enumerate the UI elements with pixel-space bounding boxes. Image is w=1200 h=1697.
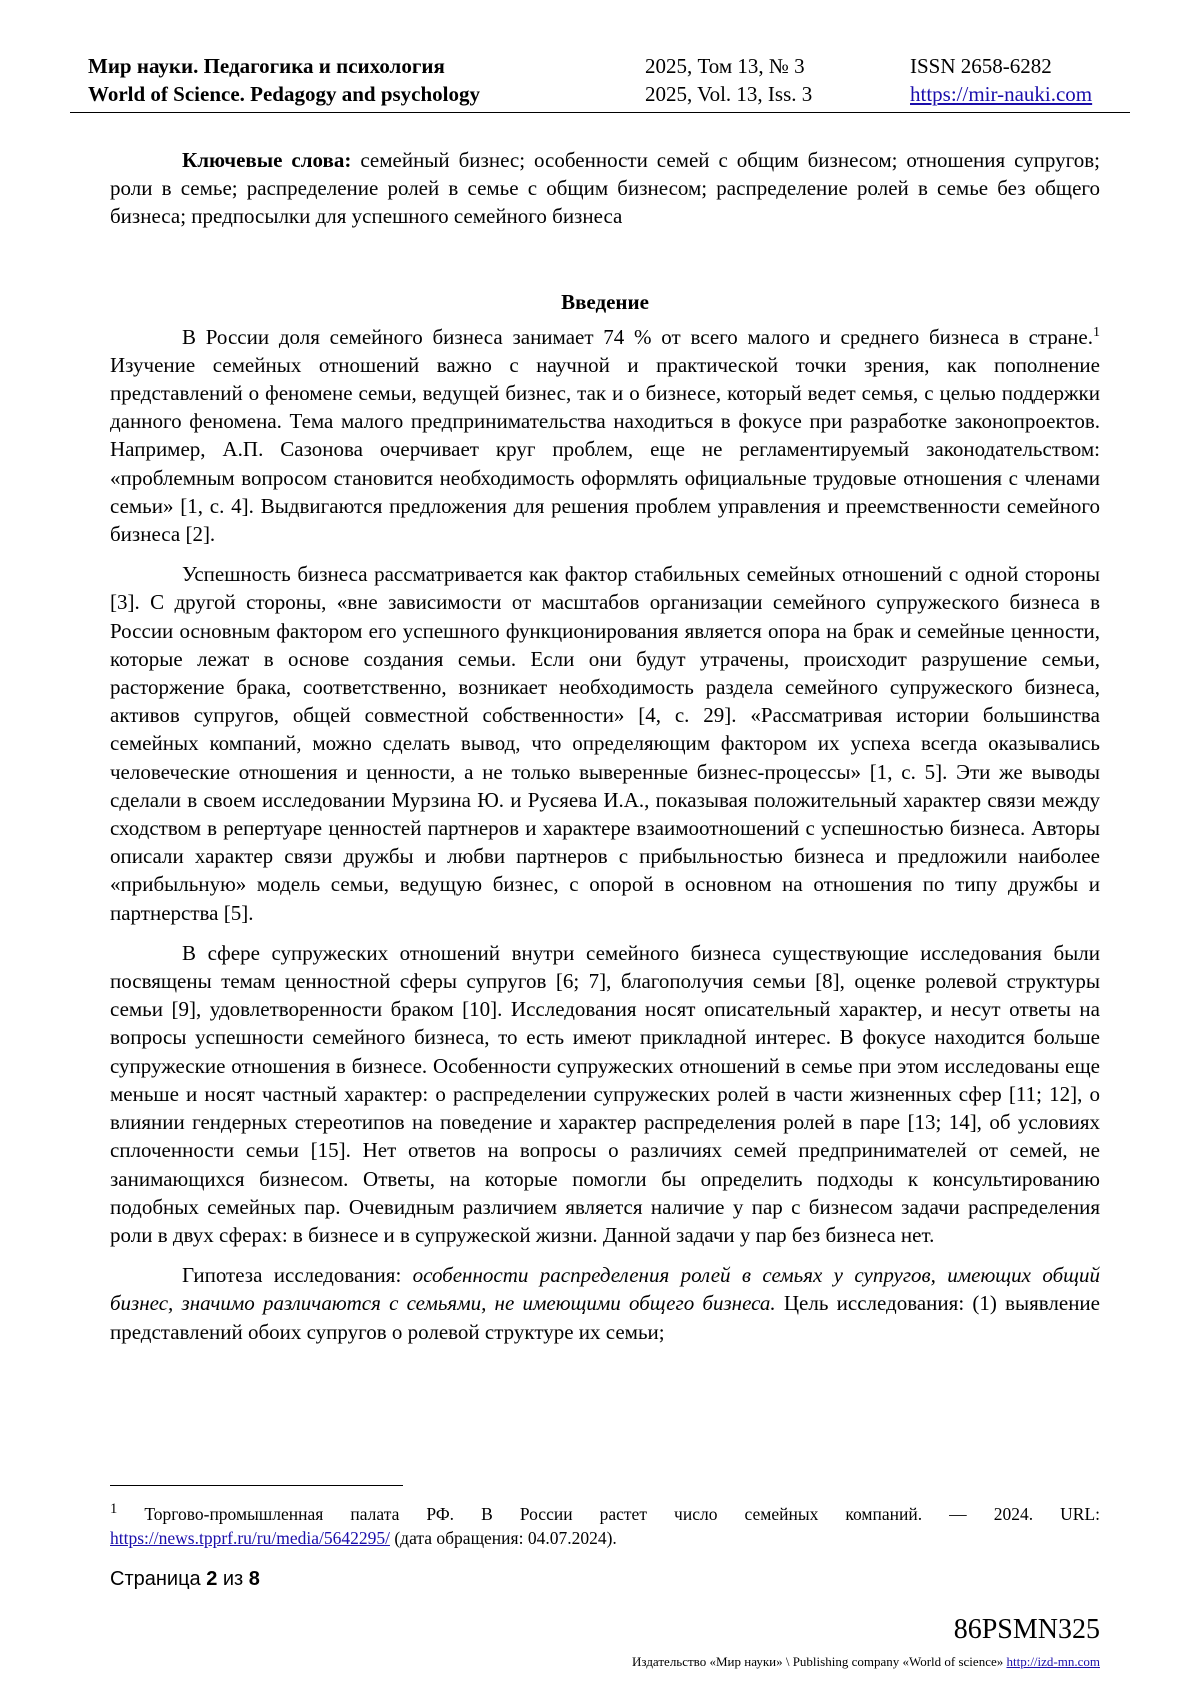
footnote (110, 1497, 1100, 1550)
header-row-en (70, 80, 1130, 108)
volume-ru: 2025, Том 13, № 3 (645, 54, 805, 78)
keywords-label: Ключевые слова: (182, 148, 352, 172)
footnote-link[interactable]: https://news.tpprf.ru/ru/media/5642295/ (110, 1527, 390, 1548)
paragraph-1-rest: Изучение семейных отношений важно с научной и практической точки зрения, как пополнение представлений о феномене семьи, ведущей бизнес, так и о бизнесе, который ведет семья, с целью поддержки данного феномена. Тема малого предпринимательства находиться в фокусе при разработке законопроектов. Например, А.П. Сазонова очерчивает круг проблем, еще не регламентируемый законодательством: «проблемным вопросом становится необходимость оформлять официальные трудовые отношения с членами семьи» [1, с. 4]. Выдвигаются предложения для решения проблем управления и преемственности семейного бизнеса [2]. (110, 352, 1100, 547)
journal-url-link[interactable]: https://mir-nauki.com (910, 82, 1093, 106)
paragraph-4 (110, 1261, 1100, 1346)
hypothesis-label: Гипотеза исследования: (182, 1263, 413, 1288)
article-code: 86PSMN325 (953, 1614, 1100, 1645)
publisher-link[interactable]: http://izd-mn.com (1006, 1654, 1100, 1669)
goal-text: Цель исследования: (1) выявление представлений обоих супругов о ролевой структуре их семьи; (110, 1291, 1100, 1344)
keywords-paragraph (110, 146, 1100, 231)
footnote-text: Торгово-промышленная палата РФ. В России растет число семейных компаний. — 2024. URL: (117, 1503, 1100, 1524)
footnote-ref: 1 (1093, 324, 1100, 340)
volume-en: 2025, Vol. 13, Iss. 3 (645, 82, 813, 106)
paragraph-2: Успешность бизнеса рассматривается как фактор стабильных семейных отношений с одной стороны [3]. С другой стороны, «вне зависимости от масштабов организации семейного супружеского бизнеса в России основным фактором его успешного функционирования является опора на брак и семейные ценности, которые лежат в основе создания семьи. Если они будут утрачены, происходит разрушение семьи, расторжение брака, соответственно, возникает необходимость раздела семейного супружеского бизнеса, активов супругов, общей совместной собственности» [4, с. 29]. «Рассматривая истории большинства семейных компаний, можно сделать вывод, что определяющим фактором их успеха всегда оказывались человеческие отношения и ценности, а не только выверенные бизнес-процессы» [1, с. 5]. Эти же выводы сделали в своем исследовании Мурзина Ю. и Русяева И.А., показывая положительный характер связи между сходством в репертуаре ценностей партнеров и характере взаимоотношений с успешностью бизнеса. Авторы описали характер связи дружбы и любви партнеров с прибыльностью бизнеса и предложили наиболее «прибыльную» модель семьи, ведущую бизнес, с опорой в основном на отношения по типу дружбы и партнерства [5]. (110, 562, 1100, 925)
paragraph-1 (110, 323, 1100, 549)
page-number (110, 1568, 260, 1591)
header-row-ru (70, 52, 1130, 80)
footnote-mark: 1 (110, 1501, 118, 1517)
footnote-tail: (дата обращения: 04.07.2024). (389, 1527, 617, 1548)
hypothesis-text: особенности распределения ролей в семьях у супругов, имеющих общий бизнес, значимо различаются с семьями, не имеющими общего бизнеса. (110, 1263, 1100, 1316)
publisher-text: Издательство «Мир науки» \ Publishing company «World of science» (632, 1654, 1007, 1669)
publisher-line (632, 1654, 1100, 1670)
paragraph-3: В сфере супружеских отношений внутри семейного бизнеса существующие исследования были посвящены темам ценностной сферы супругов [6; 7], благополучия семьи [8], оценке ролевой структуры семьи [9], удовлетворенности браком [10]. Исследования носят описательный характер, и несут ответы на вопросы успешности семейного бизнеса, то есть имеют прикладной интерес. В фокусе находится больше супружеские отношения в бизнесе. Особенности супружеских отношений в семье при этом исследованы еще меньше и носят частный характер: о распределении супружеских ролей в части жизненных сфер [11; 12], о влиянии гендерных стереотипов на поведение и характер распределения ролей в паре [13; 14], об условиях сплоченности семьи [15]. Нет ответов на вопросы о различиях семей предпринимателей от семей, не занимающихся бизнесом. Ответы, на которые помогли бы определить подходы к консультированию подобных семейных пар. Очевидным различием является наличие у пар с бизнесом задачи распределения роли в двух сферах: в бизнесе и в супружеской жизни. Данной задачи у пар без бизнеса нет. (110, 940, 1100, 1247)
article-body (110, 146, 1100, 1346)
keywords-text: семейный бизнес; особенности семей с общим бизнесом; отношения супругов; роли в семье; распределение ролей в семье с общим бизнесом; распределение ролей в семье без общего бизнеса; предпосылки для успешного семейного бизнеса (110, 148, 1100, 229)
journal-title-ru: Мир науки. Педагогика и психология (88, 54, 445, 78)
journal-title-en: World of Science. Pedagogy and psychology (88, 82, 481, 106)
issn: ISSN 2658-6282 (910, 54, 1052, 78)
page-header (70, 50, 1130, 113)
paragraph-1-start: В России доля семейного бизнеса занимает 74 % от всего малого и среднего бизнеса в стране. (182, 324, 1093, 349)
footnote-divider (110, 1485, 403, 1486)
section-title: Введение (561, 289, 649, 314)
page-prefix: Страница (110, 1568, 207, 1590)
page-current: 2 (206, 1568, 218, 1590)
page-middle: из (217, 1568, 249, 1590)
page-total: 8 (248, 1568, 260, 1590)
